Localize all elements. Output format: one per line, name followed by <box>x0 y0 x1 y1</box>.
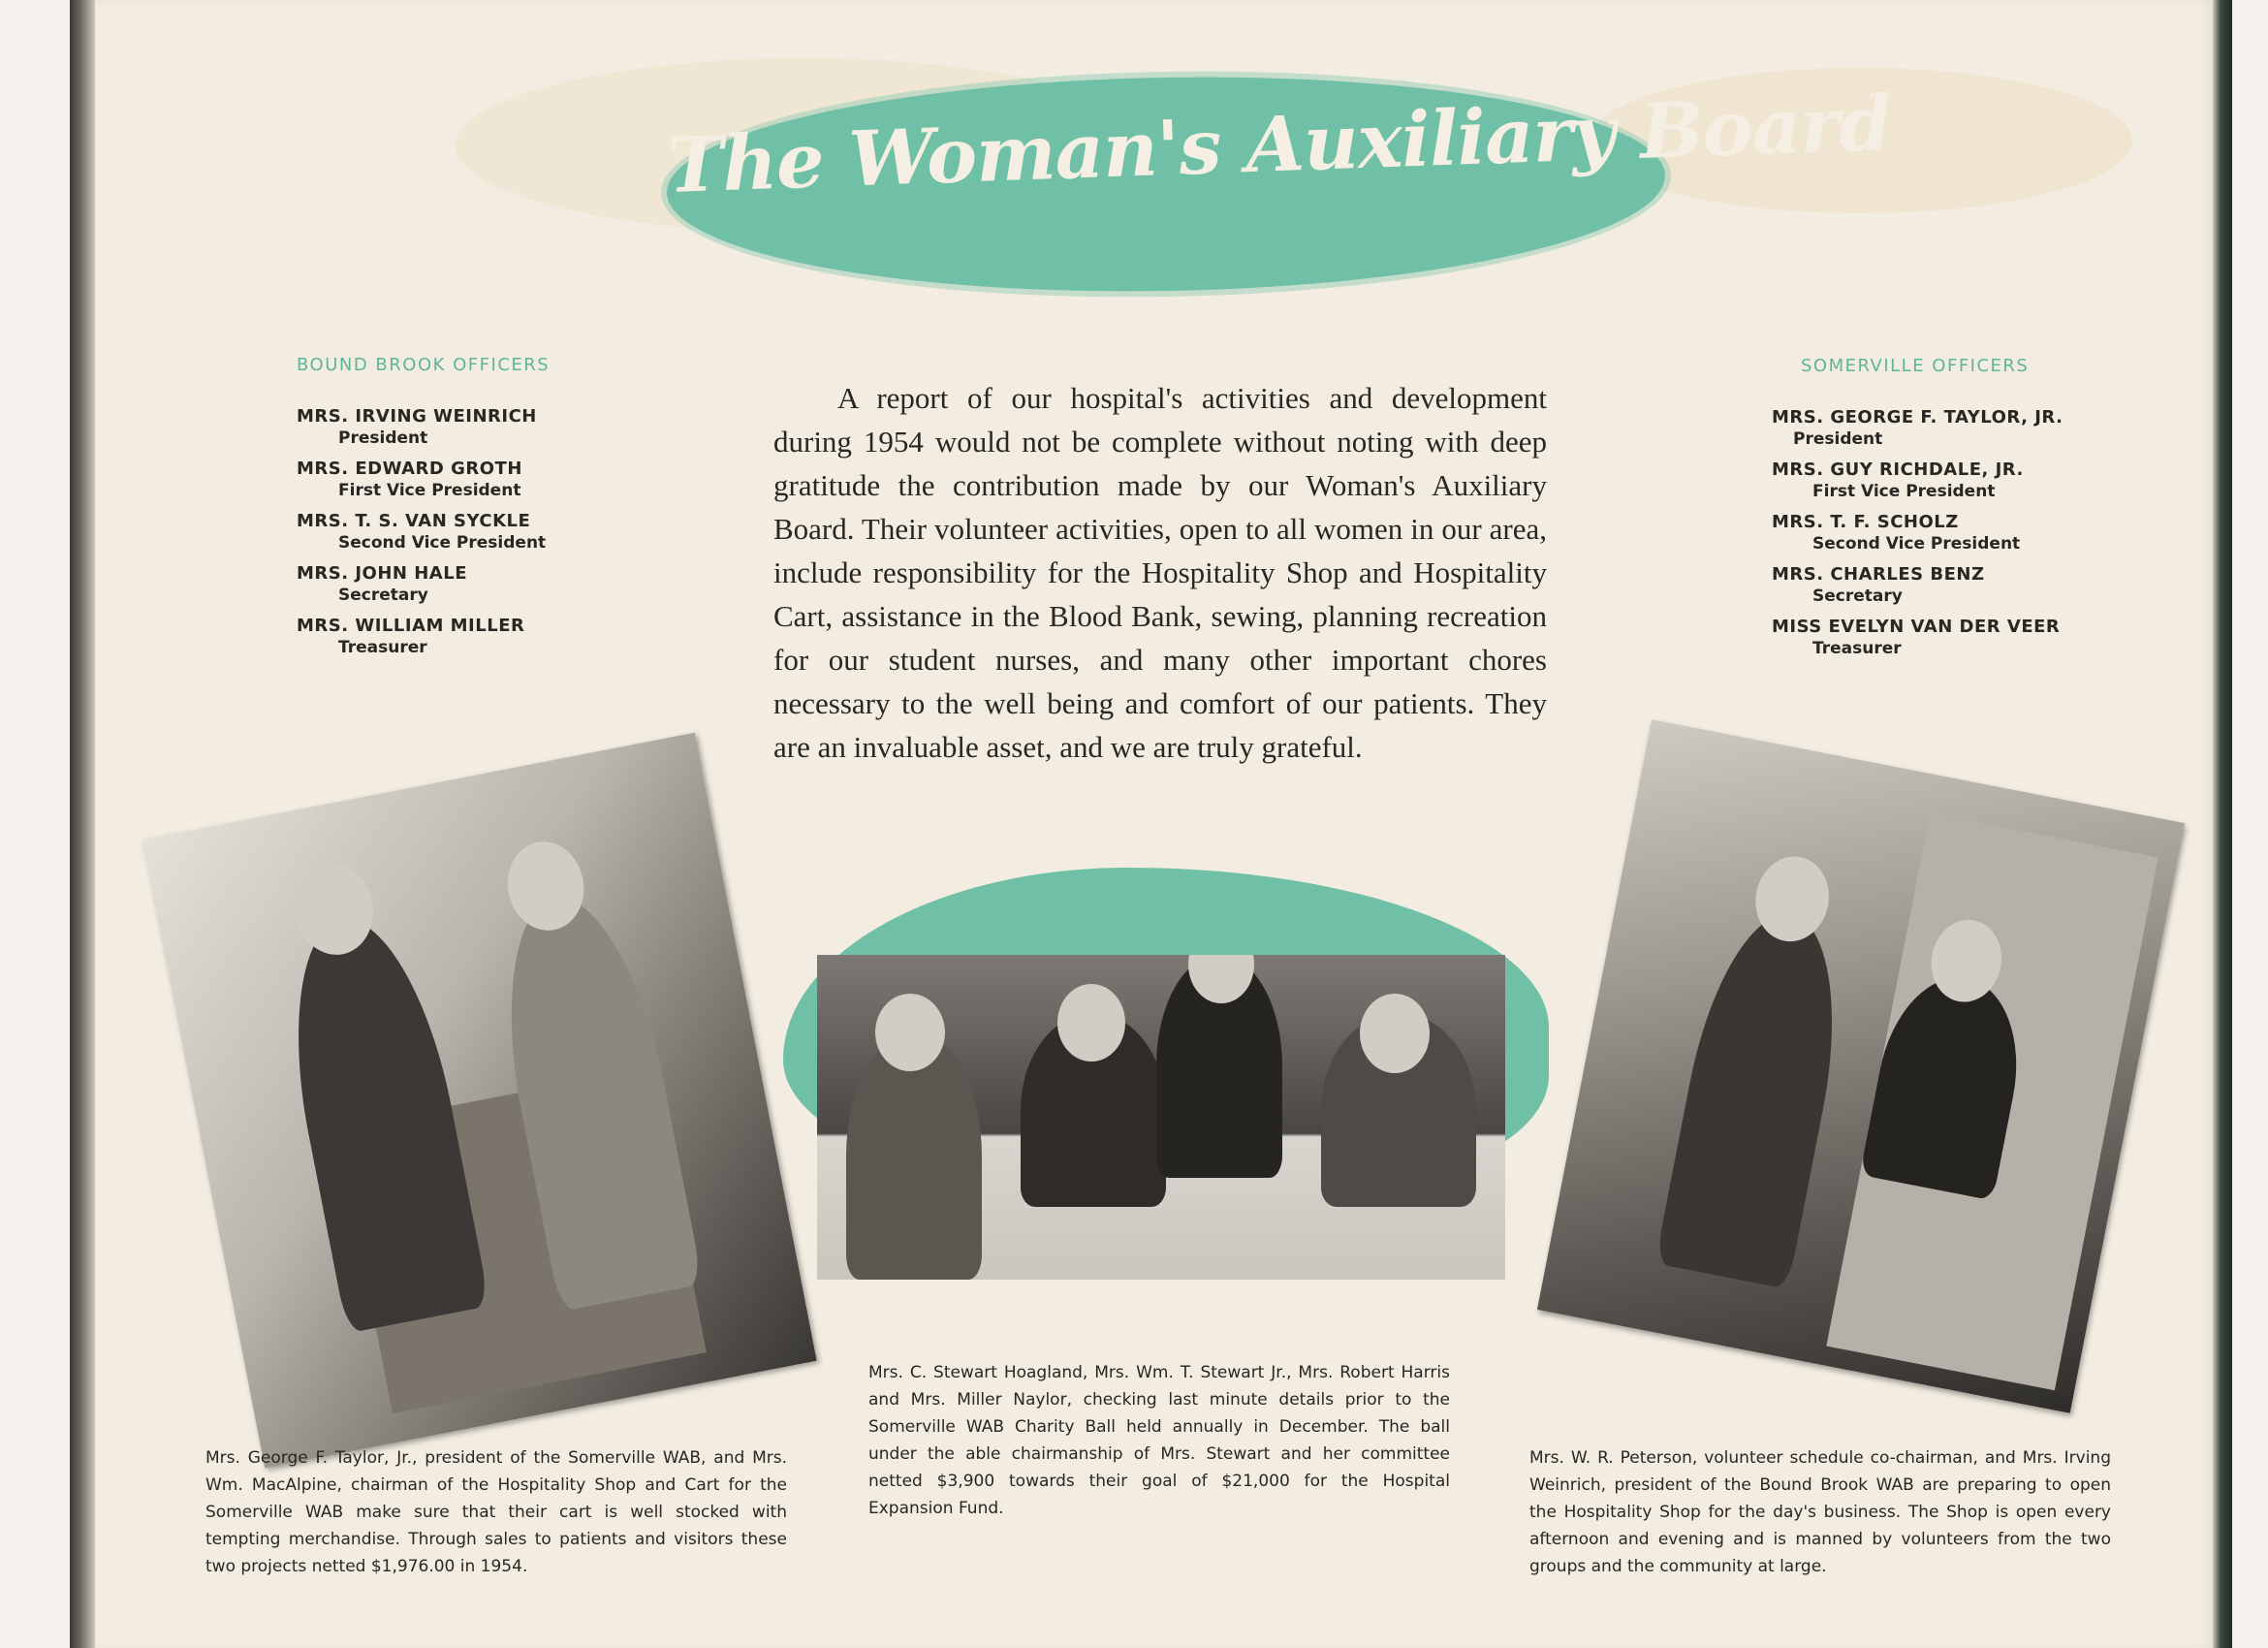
caption-hospitality-cart: Mrs. George F. Taylor, Jr., president of the Somerville WAB, and Mrs. Wm. MacAlpine, chairman of the Hospitality Shop and Cart for the Somerville WAB make sure that their cart is well stocked with tempting merchandise. Through sales to patients and visitors these two projects netted $1,976.00 in 1954. <box>205 1448 787 1576</box>
officer-name: MRS. EDWARD GROTH <box>297 459 522 479</box>
officer-entry <box>297 616 587 658</box>
intro-paragraph: A report of our hospital's activities and development during 1954 would not be complete without noting with deep gratitude the contribution made by our Woman's Auxiliary Board. Their volunteer activities, open to all women in our area, include responsibility for the Hospitality Shop and Hospitality Cart, assistance in the Blood Bank, sewing, planning recreation for our student nurses, and many other important chores necessary to the well being and comfort of our patients. They are an invaluable asset, and we are truly grateful. <box>773 381 1547 764</box>
officer-entry <box>1772 564 2101 607</box>
officer-name: MRS. WILLIAM MILLER <box>297 616 525 636</box>
somerville-officers-heading: SOMERVILLE OFFICERS <box>1801 356 2030 376</box>
caption-charity-ball: Mrs. C. Stewart Hoagland, Mrs. Wm. T. Stewart Jr., Mrs. Robert Harris and Mrs. Miller Naylor, checking last minute details prior to the Somerville WAB Charity Ball held annually in December. The ball under the able chairmanship of Mrs. Stewart and her committee netted $3,900 towards their goal of $21,000 for the Hospital Expansion Fund. <box>868 1363 1450 1518</box>
photo-hospitality-cart <box>142 733 816 1469</box>
officer-role: Second Vice President <box>1812 534 2021 554</box>
page-title: The Woman's Auxiliary Board <box>665 79 1893 210</box>
photo-charity-ball-committee <box>817 955 1505 1280</box>
page-binding-edge-left <box>70 0 97 1648</box>
bound-brook-officers-heading: BOUND BROOK OFFICERS <box>297 355 551 375</box>
officer-entry <box>1772 617 2101 659</box>
officer-role: Second Vice President <box>338 533 547 553</box>
officer-name: MRS. JOHN HALE <box>297 563 467 584</box>
officer-name: MRS. T. S. VAN SYCKLE <box>297 511 531 531</box>
photo-head <box>875 994 945 1071</box>
page-binding-edge-right <box>2213 0 2232 1648</box>
caption-hospitality-shop: Mrs. W. R. Peterson, volunteer schedule co-chairman, and Mrs. Irving Weinrich, president of the Bound Brook WAB are preparing to open the Hospitality Shop for the day's business. The Shop is open every afternoon and evening and is manned by volunteers from the two groups and the community at large. <box>1529 1448 2111 1576</box>
officer-role: President <box>1793 429 1883 449</box>
officer-entry <box>1772 512 2101 555</box>
officer-entry <box>297 406 587 449</box>
officer-entry <box>297 459 587 501</box>
officer-name: MRS. T. F. SCHOLZ <box>1772 512 1959 532</box>
officer-name: MRS. GUY RICHDALE, JR. <box>1772 460 2024 480</box>
officer-role: First Vice President <box>338 481 521 500</box>
officer-entry <box>297 563 587 606</box>
officer-role: President <box>338 428 428 448</box>
officer-role: Secretary <box>338 586 428 605</box>
officer-role: Secretary <box>1812 586 1903 606</box>
officer-name: MRS. IRVING WEINRICH <box>297 406 537 427</box>
photo-hospitality-shop <box>1537 719 2185 1412</box>
officer-role: Treasurer <box>1812 639 1902 658</box>
officer-name: MISS EVELYN VAN DER VEER <box>1772 617 2061 637</box>
officer-name: MRS. CHARLES BENZ <box>1772 564 1985 585</box>
somerville-officers <box>1772 356 2101 669</box>
photo-figure-left <box>1654 902 1858 1289</box>
officer-entry <box>1772 407 2101 450</box>
officer-role: Treasurer <box>338 638 427 657</box>
officer-name: MRS. GEORGE F. TAYLOR, JR. <box>1772 407 2063 428</box>
photo-head <box>1057 984 1125 1062</box>
officer-entry <box>297 511 587 554</box>
officer-role: First Vice President <box>1812 482 1996 501</box>
officer-entry <box>1772 460 2101 502</box>
photo-head <box>1360 994 1430 1073</box>
bound-brook-officers <box>297 355 587 668</box>
